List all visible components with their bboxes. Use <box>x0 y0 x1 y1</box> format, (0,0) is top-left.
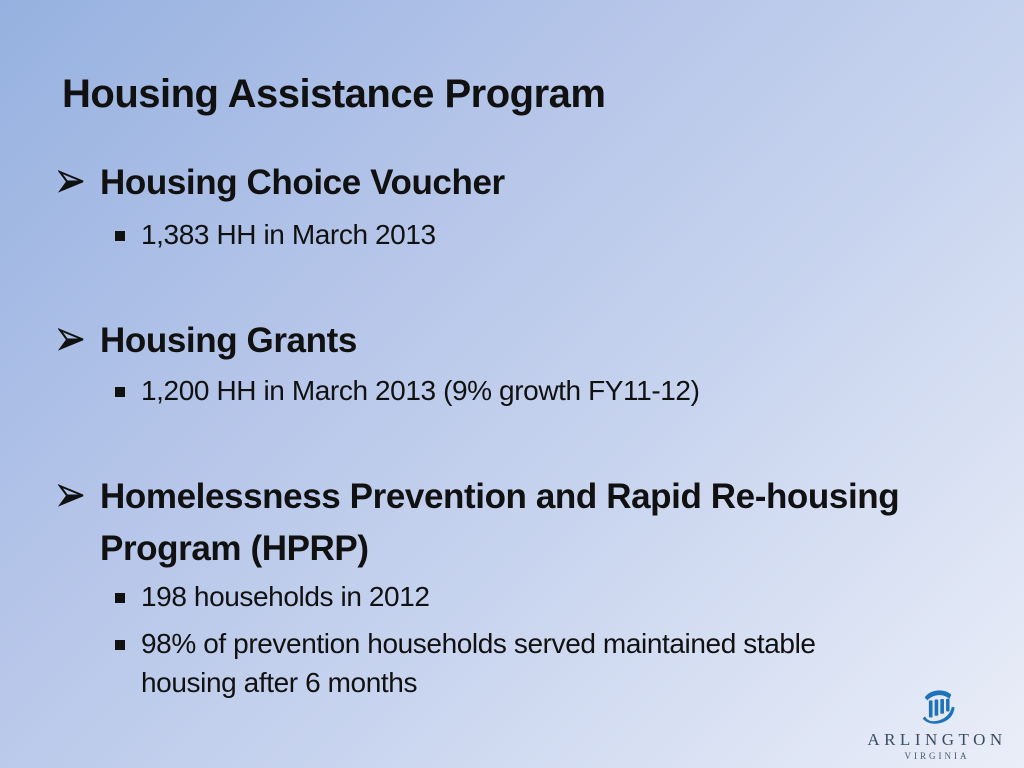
sub-bullet-text-line1: 98% of prevention households served maintained stable <box>141 628 816 659</box>
bullet-housing-grants <box>58 321 357 367</box>
bullet-hprp <box>58 477 899 575</box>
sub-bullet-hprp-households <box>115 583 430 616</box>
square-bullet-icon <box>115 593 125 603</box>
arrow-bullet-icon <box>58 484 85 512</box>
sub-bullet-text: 1,200 HH in March 2013 (9% growth FY11-12) <box>141 375 700 406</box>
square-bullet-icon <box>115 387 125 397</box>
bullet-housing-choice-voucher <box>58 163 505 209</box>
arlington-logo-region: VIRGINIA <box>904 751 970 761</box>
arlington-logo <box>862 686 1012 761</box>
square-bullet-icon <box>115 640 125 650</box>
sub-bullet-hcv-count <box>115 221 436 254</box>
sub-bullet-text: 198 households in 2012 <box>141 581 430 612</box>
page-title: Housing Assistance Program <box>62 72 606 116</box>
sub-bullet-grants-count <box>115 377 700 410</box>
bullet-heading: Housing Grants <box>100 321 357 360</box>
square-bullet-icon <box>115 231 125 241</box>
arrow-bullet-icon <box>58 170 85 198</box>
bullet-heading-line1: Homelessness Prevention and Rapid Re-housing <box>100 477 900 516</box>
arlington-logo-name: ARLINGTON <box>867 730 1007 749</box>
bullet-heading-line2: Program (HPRP) <box>100 529 369 568</box>
bullet-heading: Housing Choice Voucher <box>100 163 505 202</box>
sub-bullet-text-line2: housing after 6 months <box>141 667 418 698</box>
sub-bullet-text: 1,383 HH in March 2013 <box>141 219 436 250</box>
arlington-logo-icon <box>862 686 1012 728</box>
arrow-bullet-icon <box>58 328 85 356</box>
sub-bullet-hprp-stability <box>115 630 816 702</box>
